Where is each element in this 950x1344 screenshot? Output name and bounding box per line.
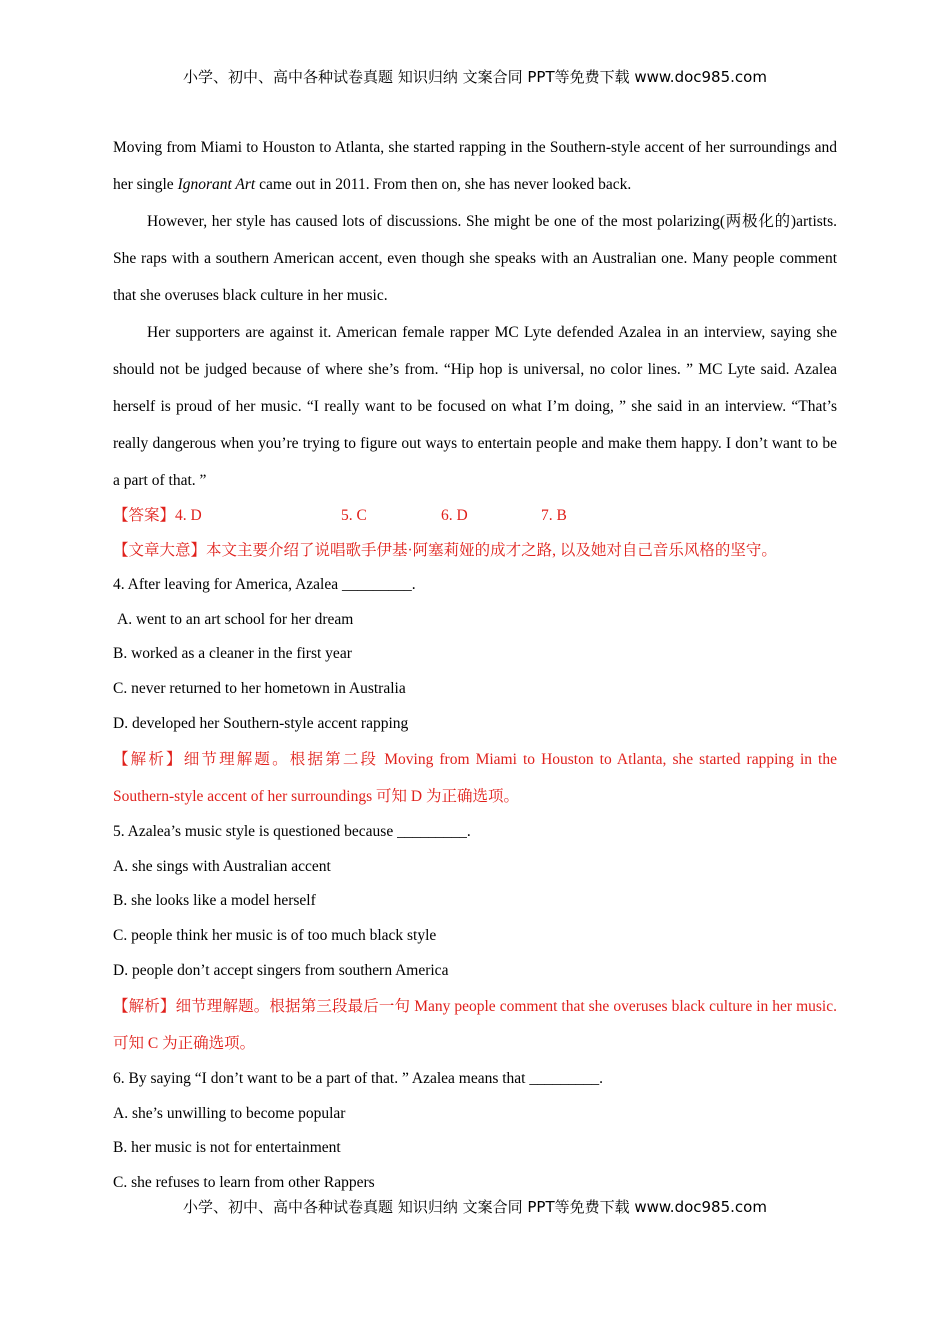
answer-label: 【答案】 bbox=[113, 507, 176, 524]
passage-paragraph-3: Her supporters are against it. American female rapper MC Lyte defended Azalea in an interview, saying she should not be judged because of where she’s from. “Hip hop is universal, no color lines. ” MC Lyte said. Azalea herself is proud of her music. “I really want to be focused on what I’m doing, ” she said in an interview. “That’s really dangerous when you’re trying to figure out ways to entertain people and make them happy. I don’t want to be a part of that. ” bbox=[113, 324, 837, 489]
answer-4: 4. D bbox=[175, 507, 202, 524]
page-footer: 小学、初中、高中各种试卷真题 知识归纳 文案合同 PPT等免费下载 www.doc985.com bbox=[183, 1198, 767, 1216]
question-4-option-a: A. went to an art school for her dream bbox=[117, 610, 354, 628]
page-header: 小学、初中、高中各种试卷真题 知识归纳 文案合同 PPT等免费下载 www.doc985.com bbox=[183, 68, 767, 86]
answer-7: 7. B bbox=[541, 507, 567, 524]
question-4-stem: 4. After leaving for America, Azalea _________. bbox=[113, 576, 416, 594]
question-6-stem: 6. By saying “I don’t want to be a part of that. ” Azalea means that _________. bbox=[113, 1070, 603, 1088]
question-4-option-d: D. developed her Southern-style accent rapping bbox=[113, 714, 409, 732]
question-6-option-a: A. she’s unwilling to become popular bbox=[113, 1104, 346, 1122]
question-5-analysis: 【解析】细节理解题。根据第三段最后一句 Many people comment that she overuses black culture in her music. 可知 C 为正确选项。 bbox=[113, 998, 837, 1053]
question-5-option-c: C. people think her music is of too much black style bbox=[113, 926, 437, 944]
question-4-option-c: C. never returned to her hometown in Australia bbox=[113, 679, 406, 697]
question-5-option-b: B. she looks like a model herself bbox=[113, 892, 316, 910]
answer-6: 6. D bbox=[441, 507, 468, 524]
question-4-option-b: B. worked as a cleaner in the first year bbox=[113, 645, 352, 663]
answer-key bbox=[113, 499, 837, 534]
question-4-analysis: 【解析】细节理解题。根据第二段 Moving from Miami to Houston to Atlanta, she started rapping in the Southern-style accent of her surroundings 可知 D 为正确选项。 bbox=[113, 751, 837, 806]
question-6-option-c: C. she refuses to learn from other Rappers bbox=[113, 1173, 375, 1191]
article-summary: 【文章大意】本文主要介绍了说唱歌手伊基·阿塞莉娅的成才之路, 以及她对自己音乐风格的坚守。 bbox=[113, 541, 777, 559]
passage-paragraph-2: However, her style has caused lots of discussions. She might be one of the most polarizing(两极化的)artists. She raps with a southern American accent, even though she speaks with an Australian one. Many people comment that she overuses black culture in her music. bbox=[113, 213, 837, 304]
answer-5: 5. C bbox=[341, 507, 367, 524]
question-6-option-b: B. her music is not for entertainment bbox=[113, 1139, 341, 1157]
song-title: Ignorant Art bbox=[177, 176, 256, 193]
passage-text: Moving from Miami to Houston to Atlanta, she started rapping in the Southern-style accent of her surroundings and her single bbox=[113, 139, 837, 193]
passage-paragraph-1 bbox=[113, 129, 837, 203]
passage-text: came out in 2011. From then on, she has never looked back. bbox=[255, 176, 632, 193]
question-5-stem: 5. Azalea’s music style is questioned because _________. bbox=[113, 823, 471, 841]
question-5-option-d: D. people don’t accept singers from southern America bbox=[113, 961, 449, 979]
document-body bbox=[113, 129, 837, 1201]
question-5-option-a: A. she sings with Australian accent bbox=[113, 857, 331, 875]
